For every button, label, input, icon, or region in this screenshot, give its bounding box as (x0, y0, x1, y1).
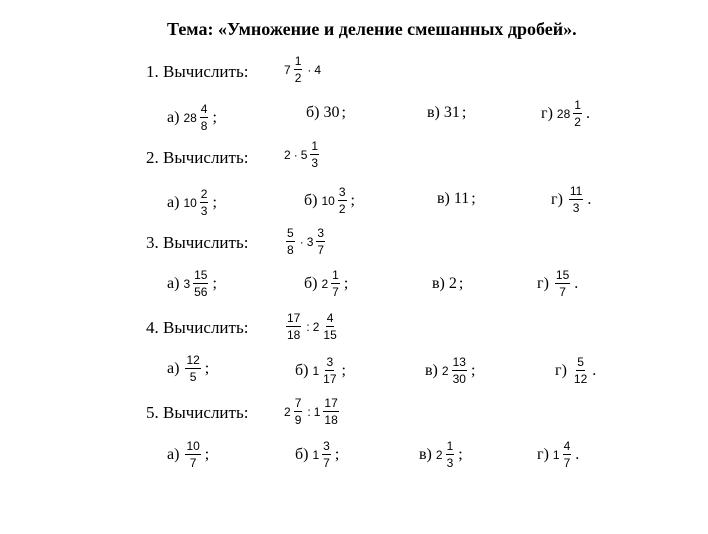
task-2-option-a[interactable] (167, 187, 217, 218)
denominator: 8 (200, 119, 208, 133)
numerator: 1 (446, 439, 454, 453)
task-1-heading: 1. Вычислить: (146, 62, 249, 81)
task-3-option-a[interactable] (167, 268, 217, 299)
option-terminator: ; (341, 361, 346, 379)
whole-part: 3 (306, 234, 314, 249)
option-label: б) (304, 274, 318, 292)
page-title: Тема: «Умножение и деление смешанных дробей». (167, 19, 577, 39)
option-terminator: ; (471, 190, 476, 207)
mixed-number (442, 355, 469, 386)
answer-value: 30 (323, 104, 340, 121)
task-1-option-v[interactable] (427, 104, 466, 122)
whole-part: 10 (321, 193, 335, 208)
mixed-number (314, 396, 341, 427)
mixed-number (183, 102, 210, 133)
task-5-option-v[interactable] (419, 439, 463, 470)
fraction (286, 311, 301, 342)
answer-value: 31 (443, 104, 460, 121)
option-terminator: ; (343, 274, 349, 292)
fraction (294, 396, 303, 427)
task-3-heading: 3. Вычислить: (146, 233, 249, 252)
task-4-option-v[interactable] (425, 355, 475, 386)
numerator: 4 (326, 311, 334, 325)
fraction (294, 54, 303, 85)
option-terminator: ; (341, 104, 346, 121)
fraction (323, 396, 338, 427)
denominator: 3 (311, 156, 319, 170)
denominator: 18 (324, 413, 338, 427)
task-2-option-g[interactable] (551, 184, 591, 215)
fraction (322, 311, 337, 342)
numerator: 3 (323, 439, 330, 453)
numerator: 13 (452, 355, 466, 369)
task-1-option-b[interactable] (306, 104, 346, 122)
task-5-heading: 5. Вычислить: (146, 403, 249, 422)
task-3-option-g[interactable] (537, 268, 578, 299)
operator: : (307, 404, 311, 419)
option-terminator: ; (458, 445, 463, 463)
numerator: 3 (326, 355, 334, 369)
task-4-option-a[interactable] (167, 353, 209, 384)
numerator: 2 (200, 187, 208, 201)
option-label: г) (541, 104, 553, 122)
numerator: 1 (294, 54, 302, 68)
denominator: 56 (194, 285, 208, 299)
fraction (569, 184, 583, 215)
option-terminator: ; (458, 275, 464, 292)
numerator: 3 (317, 226, 325, 240)
mixed-number (553, 439, 573, 470)
option-terminator: . (585, 104, 590, 122)
option-terminator: ; (470, 361, 476, 379)
integer: 4 (314, 62, 322, 77)
whole-part: 1 (312, 447, 320, 462)
whole-part: 1 (312, 363, 320, 378)
task-4-expression (284, 311, 340, 342)
fraction (322, 439, 331, 470)
denominator: 3 (446, 456, 454, 470)
denominator: 3 (572, 201, 580, 215)
numerator: 5 (577, 355, 584, 369)
task-3-option-b[interactable] (304, 268, 348, 299)
task-3-expression (284, 226, 327, 257)
numerator: 5 (287, 226, 294, 240)
option-label: б) (295, 361, 309, 379)
numerator: 11 (569, 184, 583, 198)
option-label: в) (437, 190, 450, 207)
fraction (316, 226, 325, 257)
option-terminator: ; (461, 104, 467, 121)
denominator: 15 (323, 328, 337, 342)
mixed-number (307, 226, 327, 257)
mixed-number (301, 139, 321, 170)
task-3-option-v[interactable] (432, 275, 463, 293)
task-2-expression (284, 139, 321, 170)
option-label: б) (304, 191, 318, 209)
whole-part: 5 (300, 147, 308, 162)
option-terminator: ; (334, 445, 340, 463)
fraction (573, 98, 582, 129)
numerator: 1 (311, 139, 319, 153)
option-label: г) (551, 190, 563, 208)
whole-part: 28 (556, 106, 571, 121)
whole-part: 1 (313, 404, 321, 419)
option-terminator: ; (212, 193, 217, 211)
denominator: 7 (323, 456, 330, 470)
denominator: 2 (338, 202, 346, 216)
task-1-option-a[interactable] (167, 102, 217, 133)
fraction (573, 355, 588, 386)
denominator: 7 (317, 243, 325, 257)
whole-part: 3 (183, 276, 191, 291)
numerator: 4 (200, 102, 208, 116)
option-label: в) (419, 445, 432, 463)
fraction (452, 355, 467, 386)
numerator: 1 (332, 268, 339, 282)
fraction (200, 102, 209, 133)
mixed-number (284, 396, 304, 427)
numerator: 17 (287, 311, 301, 325)
numerator: 17 (324, 396, 338, 410)
operator: · (293, 147, 298, 162)
mixed-number (312, 355, 339, 386)
numerator: 15 (194, 268, 208, 282)
option-terminator: ; (204, 445, 210, 463)
option-terminator: ; (212, 274, 217, 292)
whole-part: 7 (284, 62, 291, 77)
mixed-number (321, 185, 348, 216)
fraction (185, 353, 200, 384)
option-label: г) (555, 361, 567, 379)
answer-value: 11 (453, 190, 470, 207)
whole-part: 10 (183, 195, 197, 210)
option-label: а) (167, 274, 180, 292)
whole-part: 2 (312, 319, 320, 334)
numerator: 10 (186, 439, 200, 453)
option-terminator: . (587, 190, 592, 208)
denominator: 7 (559, 285, 566, 299)
answer-value: 2 (448, 275, 457, 292)
denominator: 12 (573, 372, 588, 386)
fraction (331, 268, 340, 299)
task-5-option-g[interactable] (537, 439, 579, 470)
denominator: 3 (200, 204, 208, 218)
operator: : (306, 319, 310, 334)
option-label: б) (295, 445, 309, 463)
denominator: 2 (294, 71, 302, 85)
whole-part: 28 (183, 110, 197, 125)
numerator: 7 (294, 396, 302, 410)
whole-part: 2 (284, 404, 291, 419)
task-2-heading: 2. Вычислить: (146, 148, 249, 167)
whole-part: 1 (552, 447, 560, 462)
mixed-number (312, 439, 332, 470)
fraction (563, 439, 572, 470)
operator: · (299, 234, 304, 249)
fraction (322, 355, 337, 386)
numerator: 3 (338, 185, 346, 199)
option-label: г) (537, 274, 549, 292)
option-label: а) (167, 445, 180, 463)
fraction (555, 268, 570, 299)
task-4-option-b[interactable] (295, 355, 346, 386)
denominator: 17 (323, 372, 337, 386)
option-terminator: ; (212, 108, 217, 126)
option-label: а) (167, 193, 180, 211)
task-5-expression (284, 396, 341, 427)
denominator: 18 (287, 328, 301, 342)
operator: · (307, 62, 312, 77)
task-2-option-v[interactable] (437, 190, 476, 208)
mixed-number (183, 268, 210, 299)
mixed-number (321, 268, 341, 299)
fraction (193, 268, 208, 299)
denominator: 7 (563, 456, 571, 470)
denominator: 7 (189, 456, 197, 470)
task-1-option-g[interactable] (541, 98, 590, 129)
mixed-number (436, 439, 456, 470)
option-label: а) (167, 108, 180, 126)
task-4-heading: 4. Вычислить: (146, 318, 249, 337)
fraction (310, 139, 319, 170)
fraction (200, 187, 209, 218)
mixed-number (557, 98, 584, 129)
option-terminator: . (574, 274, 579, 292)
denominator: 30 (452, 372, 466, 386)
denominator: 8 (287, 243, 294, 257)
denominator: 9 (294, 413, 302, 427)
option-terminator: . (592, 361, 597, 379)
option-label: в) (432, 275, 445, 292)
task-2-option-b[interactable] (304, 185, 355, 216)
mixed-number (313, 311, 340, 342)
option-label: в) (427, 104, 440, 121)
fraction (446, 439, 455, 470)
option-terminator: ; (350, 191, 355, 209)
task-5-option-b[interactable] (295, 439, 339, 470)
whole-part: 2 (441, 363, 449, 378)
numerator: 12 (186, 353, 200, 367)
option-label: г) (537, 445, 549, 463)
option-label: б) (306, 104, 320, 121)
mixed-number (183, 187, 210, 218)
integer: 2 (284, 147, 291, 162)
option-terminator: ; (204, 359, 210, 377)
fraction (338, 185, 347, 216)
fraction (286, 226, 295, 257)
denominator: 5 (189, 370, 197, 384)
option-label: а) (167, 359, 180, 377)
option-terminator: . (575, 445, 580, 463)
numerator: 1 (574, 98, 581, 112)
option-label: в) (425, 361, 438, 379)
task-1-expression (284, 54, 321, 85)
fraction (185, 439, 200, 470)
denominator: 7 (332, 285, 339, 299)
numerator: 15 (555, 268, 570, 282)
whole-part: 2 (435, 447, 443, 462)
numerator: 4 (563, 439, 571, 453)
whole-part: 2 (321, 276, 329, 291)
task-4-option-g[interactable] (555, 355, 596, 386)
denominator: 2 (574, 115, 581, 129)
mixed-number (284, 54, 304, 85)
task-5-option-a[interactable] (167, 439, 209, 470)
